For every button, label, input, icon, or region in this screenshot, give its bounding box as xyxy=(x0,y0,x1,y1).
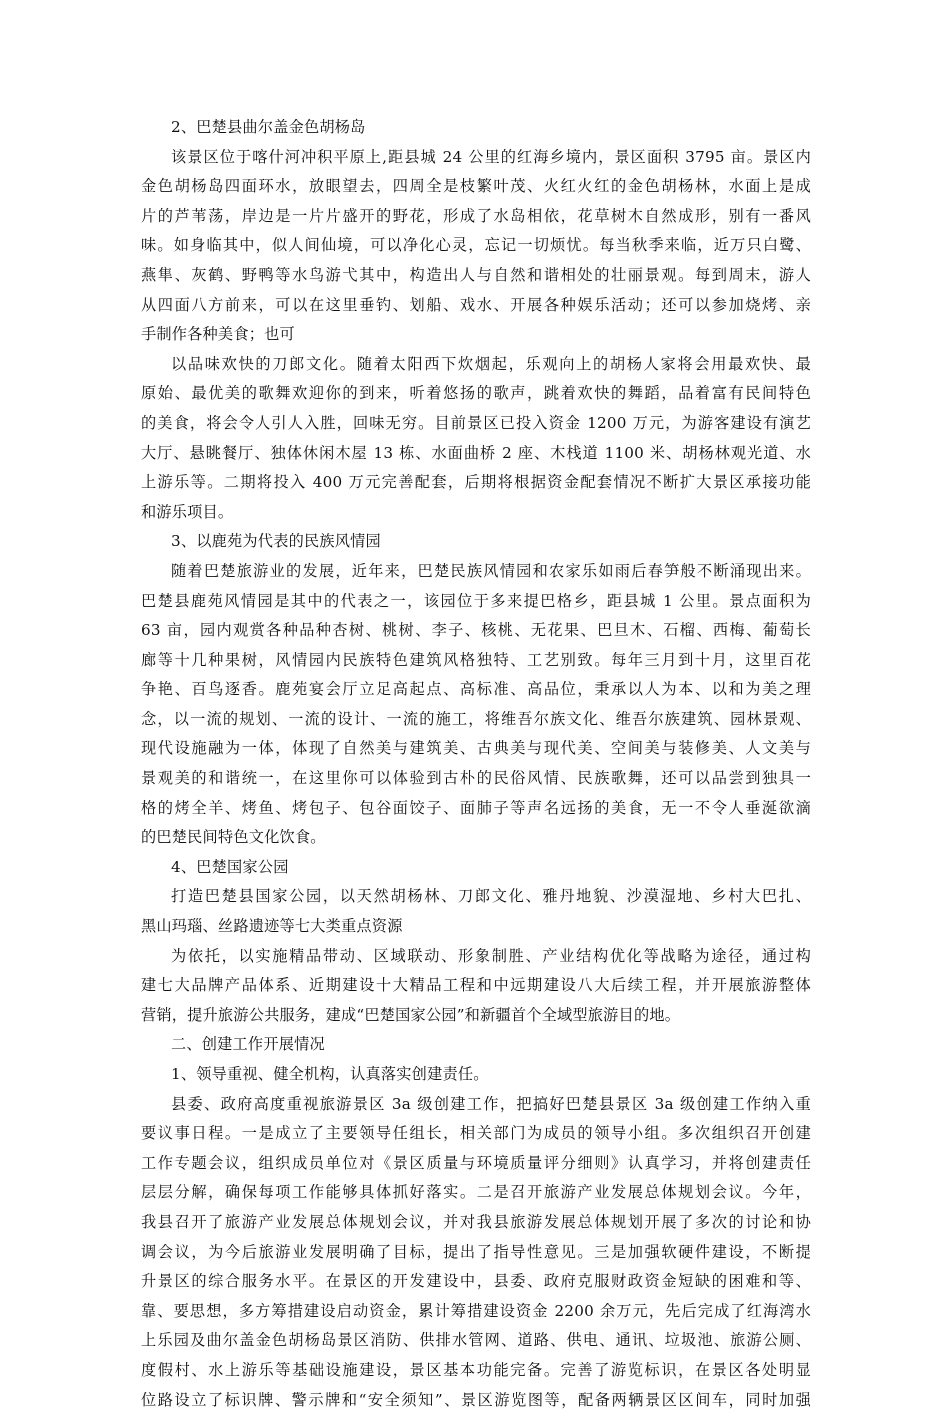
text-line: 度假村、水上游乐等基础设施建设，景区基本功能完备。完善了游览标识，在景区各处明显 xyxy=(141,1360,811,1379)
body-paragraph xyxy=(141,557,811,853)
text-line: 调会议，为今后旅游业发展明确了目标，提出了指导性意见。三是加强软硬件建设，不断提 xyxy=(141,1242,811,1261)
text-line: 格的烤全羊、烤鱼、烤包子、包谷面饺子、面肺子等声名远扬的美食，无一不令人垂涎欲滴 xyxy=(141,798,811,817)
text-line: 黑山玛瑙、丝路遗迹等七大类重点资源 xyxy=(141,917,403,936)
section-heading xyxy=(141,113,811,143)
text-line: 念，以一流的规划、一流的设计、一流的施工，将维吾尔族文化、维吾尔族建筑、园林景观、 xyxy=(141,709,811,728)
text-line: 金色胡杨岛四面环水，放眼望去，四周全是枝繁叶茂、火红火红的金色胡杨林，水面上是成 xyxy=(141,177,811,196)
text-line: 的巴楚民间特色文化饮食。 xyxy=(141,828,326,847)
section-heading xyxy=(141,853,811,883)
text-line: 和游乐项目。 xyxy=(141,502,234,521)
text-line: 位路设立了标识牌、警示牌和“安全须知”、景区游览图等，配备两辆景区区间车，同时加强 xyxy=(141,1390,811,1409)
section-heading xyxy=(141,1030,811,1060)
text-line: 原始、最优美的歌舞欢迎你的到来，听着悠扬的歌声，跳着欢快的舞蹈，品着富有民间特色 xyxy=(141,384,811,403)
body-paragraph xyxy=(141,942,811,1031)
text-line: 手制作各种美食；也可 xyxy=(141,325,295,344)
text-line: 升景区的综合服务水平。在景区的开发建设中，县委、政府克服财政资金短缺的困难和等、 xyxy=(141,1272,811,1291)
text-line: 县委、政府高度重视旅游景区 3a 级创建工作，把搞好巴楚县景区 3a 级创建工作纳入重 xyxy=(171,1094,811,1113)
body-paragraph xyxy=(141,350,811,528)
text-line: 景观美的和谐统一，在这里你可以体验到古朴的民俗风情、民族歌舞，还可以品尝到独具一 xyxy=(141,769,811,788)
text-line: 上游乐等。二期将投入 400 万元完善配套，后期将根据资金配套情况不断扩大景区承接功能 xyxy=(141,473,811,492)
text-line: 二、创建工作开展情况 xyxy=(171,1035,325,1054)
text-line: 3、以鹿苑为代表的民族风情园 xyxy=(171,532,381,551)
text-line: 我县召开了旅游产业发展总体规划会议，并对我县旅游发展总体规划开展了多次的讨论和协 xyxy=(141,1212,811,1231)
text-line: 燕隼、灰鹤、野鸭等水鸟游弋其中，构造出人与自然和谐相处的壮丽景观。每到周末，游人 xyxy=(141,265,811,284)
text-line: 营销，提升旅游公共服务，建成“巴楚国家公园”和新疆首个全域型旅游目的地。 xyxy=(141,1005,681,1024)
text-line: 现代设施融为一体，体现了自然美与建筑美、古典美与现代美、空间美与装修美、人文美与 xyxy=(141,739,811,758)
document-page xyxy=(141,113,811,1415)
body-paragraph xyxy=(141,143,811,350)
text-line: 的美食，将会令人引人入胜，回味无穷。目前景区已投入资金 1200 万元，为游客建设有演艺 xyxy=(141,413,811,432)
text-line: 争艳、百鸟逐香。鹿苑宴会厅立足高起点、高标准、高品位，秉承以人为本、以和为美之理 xyxy=(141,680,811,699)
text-line: 63 亩，园内观赏各种品种杏树、桃树、李子、核桃、无花果、巴旦木、石榴、西梅、葡萄长 xyxy=(141,621,811,640)
text-line: 打造巴楚县国家公园，以天然胡杨林、刀郎文化、雅丹地貌、沙漠湿地、乡村大巴扎、 xyxy=(171,887,811,906)
text-line: 靠、要思想，多方筹措建设启动资金，累计筹措建设资金 2200 余万元，先后完成了红海湾水 xyxy=(141,1301,811,1320)
text-line: 巴楚县鹿苑风情园是其中的代表之一，该园位于多来提巴格乡，距县城 1 公里。景点面积为 xyxy=(141,591,811,610)
text-line: 上乐园及曲尔盖金色胡杨岛景区消防、供排水管网、道路、供电、通讯、垃圾池、旅游公厕、 xyxy=(141,1331,811,1350)
text-line: 以品味欢快的刀郎文化。随着太阳西下炊烟起，乐观向上的胡杨人家将会用最欢快、最 xyxy=(171,354,811,373)
body-paragraph xyxy=(141,882,811,941)
text-line: 廊等十几种果树，风情园内民族特色建筑风格独特、工艺别致。每年三月到十月，这里百花 xyxy=(141,650,811,669)
text-line: 大厅、悬眺餐厅、独体休闲木屋 13 栋、水面曲桥 2 座、木栈道 1100 米、胡杨林观光道、水 xyxy=(141,443,811,462)
text-line: 1、领导重视、健全机构，认真落实创建责任。 xyxy=(171,1065,489,1083)
body-paragraph xyxy=(141,1090,811,1415)
text-line: 为依托，以实施精品带动、区域联动、形象制胜、产业结构优化等战略为途径，通过构 xyxy=(171,946,811,965)
text-line: 片的芦苇荡，岸边是一片片盛开的野花，形成了水岛相依，花草树木自然成形，别有一番风 xyxy=(141,206,811,225)
text-line: 从四面八方前来，可以在这里垂钓、划船、戏水、开展各种娱乐活动；还可以参加烧烤、亲 xyxy=(141,295,811,314)
text-line: 工作专题会议，组织成员单位对《景区质量与环境质量评分细则》认真学习，并将创建责任 xyxy=(141,1153,811,1172)
section-heading xyxy=(141,527,811,557)
text-line: 随着巴楚旅游业的发展，近年来，巴楚民族风情园和农家乐如雨后春笋般不断涌现出来。 xyxy=(171,561,811,580)
text-line: 层层分解，确保每项工作能够具体抓好落实。二是召开旅游产业发展总体规划会议。今年， xyxy=(141,1183,811,1202)
text-line: 4、巴楚国家公园 xyxy=(171,857,289,876)
text-line: 要议事日程。一是成立了主要领导任组长，相关部门为成员的领导小组。多次组织召开创建 xyxy=(141,1124,811,1143)
text-line: 建七大品牌产品体系、近期建设十大精品工程和中远期建设八大后续工程，并开展旅游整体 xyxy=(141,976,811,995)
text-line: 该景区位于喀什河冲积平原上,距县城 24 公里的红海乡境内，景区面积 3795 亩。景区内 xyxy=(171,147,811,166)
text-line: 2、巴楚县曲尔盖金色胡杨岛 xyxy=(171,118,366,136)
section-heading xyxy=(141,1060,811,1090)
text-line: 味。如身临其中，似人间仙境，可以净化心灵，忘记一切烦忧。每当秋季来临，近万只白鹭、 xyxy=(141,236,811,255)
